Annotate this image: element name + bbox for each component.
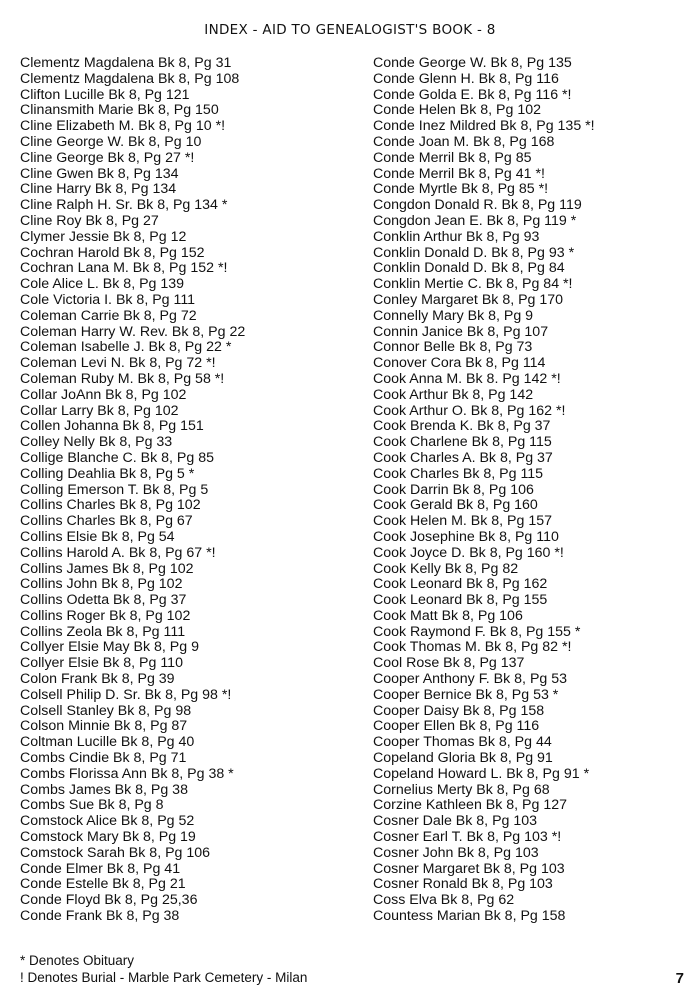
index-entry: Collyer Elsie Bk 8, Pg 110 [20,655,183,672]
index-entry: Clinansmith Marie Bk 8, Pg 150 [20,102,219,119]
index-entry: Cook Joyce D. Bk 8, Pg 160 *! [373,544,564,561]
index-entry: Cook Arthur Bk 8, Pg 142 [373,386,534,403]
index-entry: Cornelius Merty Bk 8, Pg 68 [373,781,550,798]
index-entry: Cook Charles Bk 8, Pg 115 [373,465,544,482]
index-entry: Collar JoAnn Bk 8, Pg 102 [20,386,187,403]
index-entry: Cook Matt Bk 8, Pg 106 [373,607,523,624]
index-entry: Conde Helen Bk 8, Pg 102 [373,102,541,119]
index-entry: Collins Elsie Bk 8, Pg 54 [20,528,175,545]
index-entry: Conde Floyd Bk 8, Pg 25,36 [20,892,198,909]
index-entry: Cooper Anthony F. Bk 8, Pg 53 [373,671,568,688]
index-entry: Clifton Lucille Bk 8, Pg 121 [20,86,190,103]
index-entry: Collyer Elsie May Bk 8, Pg 9 [20,639,199,656]
index-entry: Coleman Harry W. Rev. Bk 8, Pg 22 [20,323,246,340]
index-entry: Cook Josephine Bk 8, Pg 110 [373,528,559,545]
index-entry: Cosner Earl T. Bk 8, Pg 103 *! [373,829,562,846]
index-entry: Cool Rose Bk 8, Pg 137 [373,655,525,672]
index-entry: Coltman Lucille Bk 8, Pg 40 [20,734,195,751]
index-entry: Conde Merril Bk 8, Pg 41 *! [373,165,545,182]
legend-burial: ! Denotes Burial - Marble Park Cemetery - Milan [20,970,308,985]
index-entry: Coleman Carrie Bk 8, Pg 72 [20,307,197,324]
index-entry: Conklin Donald D. Bk 8, Pg 93 * [373,244,575,261]
index-entry: Conklin Donald D. Bk 8, Pg 84 [373,260,565,277]
index-entry: Clementz Magdalena Bk 8, Pg 31 [20,55,232,71]
index-entry: Colsell Stanley Bk 8, Pg 98 [20,702,192,719]
index-entry: Coleman Ruby M. Bk 8, Pg 58 *! [20,370,225,387]
index-entry: Cole Victoria I. Bk 8, Pg 111 [20,291,196,308]
index-entry: Cole Alice L. Bk 8, Pg 139 [20,276,185,293]
index-entry: Colsell Philip D. Sr. Bk 8, Pg 98 *! [20,686,232,703]
index-entry: Collige Blanche C. Bk 8, Pg 85 [20,449,215,466]
index-entry: Congdon Jean E. Bk 8, Pg 119 * [373,212,577,229]
index-entry: Colon Frank Bk 8, Pg 39 [20,671,175,688]
index-entry: Cline George W. Bk 8, Pg 10 [20,133,202,150]
index-entry: Colling Emerson T. Bk 8, Pg 5 [20,481,209,498]
index-entry: Cline Elizabeth M. Bk 8, Pg 10 *! [20,118,226,135]
index-entry: Cosner Ronald Bk 8, Pg 103 [373,876,553,893]
index-entry: Coleman Levi N. Bk 8, Pg 72 *! [20,355,216,372]
index-entry: Coleman Isabelle J. Bk 8, Pg 22 * [20,339,232,356]
index-entry: Cook Kelly Bk 8, Pg 82 [373,560,519,577]
index-entry: Coss Elva Bk 8, Pg 62 [373,892,515,909]
index-entry: Cooper Thomas Bk 8, Pg 44 [373,734,552,751]
index-entry: Collins Odetta Bk 8, Pg 37 [20,592,187,609]
index-entry: Collins Roger Bk 8, Pg 102 [20,607,191,624]
index-entry: Collins Charles Bk 8, Pg 102 [20,497,201,514]
legend-obituary: * Denotes Obituary [20,953,135,968]
index-entry: Cosner Dale Bk 8, Pg 103 [373,813,538,830]
index-entry: Conklin Mertie C. Bk 8, Pg 84 *! [373,276,573,293]
index-entry: Collins Charles Bk 8, Pg 67 [20,513,193,530]
index-entry: Conde Frank Bk 8, Pg 38 [20,908,180,925]
index-entry: Conover Cora Bk 8, Pg 114 [373,355,546,372]
index-entry: Cochran Harold Bk 8, Pg 152 [20,244,205,261]
index-entry: Comstock Alice Bk 8, Pg 52 [20,813,195,830]
index-column-left [20,56,245,925]
index-entry: Corzine Kathleen Bk 8, Pg 127 [373,797,568,814]
index-entry: Cline Ralph H. Sr. Bk 8, Pg 134 * [20,197,228,214]
index-entry: Cosner John Bk 8, Pg 103 [373,844,539,861]
index-entry: Cline George Bk 8, Pg 27 *! [20,149,195,166]
index-entry: Cook Raymond F. Bk 8, Pg 155 * [373,623,581,640]
index-entry: Cochran Lana M. Bk 8, Pg 152 *! [20,260,228,277]
index-entry: Conde Golda E. Bk 8, Pg 116 *! [373,86,572,103]
index-entry: Cook Charlene Bk 8, Pg 115 [373,434,552,451]
index-entry: Conde Estelle Bk 8, Pg 21 [20,876,186,893]
index-entry: Cooper Daisy Bk 8, Pg 158 [373,702,545,719]
index-entry: Conklin Arthur Bk 8, Pg 93 [373,228,540,245]
index-entry: Cooper Ellen Bk 8, Pg 116 [373,718,540,735]
index-entry: Conde George W. Bk 8, Pg 135 [373,55,572,71]
index-entry: Cook Arthur O. Bk 8, Pg 162 *! [373,402,566,419]
index-entry: Copeland Howard L. Bk 8, Pg 91 * [373,765,590,782]
index-entry: Collins John Bk 8, Pg 102 [20,576,183,593]
index-entry: Conley Margaret Bk 8, Pg 170 [373,291,564,308]
index-entry: Congdon Donald R. Bk 8, Pg 119 [373,197,582,214]
index-entry: Conde Elmer Bk 8, Pg 41 [20,860,181,877]
index-entry: Cook Thomas M. Bk 8, Pg 82 *! [373,639,572,656]
index-entry: Combs Cindie Bk 8, Pg 71 [20,750,187,767]
index-entry: Cline Harry Bk 8, Pg 134 [20,181,177,198]
index-entry: Copeland Gloria Bk 8, Pg 91 [373,750,553,767]
index-entry: Cook Brenda K. Bk 8, Pg 37 [373,418,551,435]
index-entry: Collar Larry Bk 8, Pg 102 [20,402,179,419]
index-entry: Comstock Mary Bk 8, Pg 19 [20,829,196,846]
index-entry: Combs Sue Bk 8, Pg 8 [20,797,164,814]
index-entry: Conde Myrtle Bk 8, Pg 85 *! [373,181,549,198]
index-entry: Cook Darrin Bk 8, Pg 106 [373,481,534,498]
index-entry: Cook Charles A. Bk 8, Pg 37 [373,449,553,466]
index-entry: Cooper Bernice Bk 8, Pg 53 * [373,686,559,703]
index-entry: Conde Inez Mildred Bk 8, Pg 135 *! [373,118,595,135]
index-entry: Combs James Bk 8, Pg 38 [20,781,188,798]
index-entry: Cook Helen M. Bk 8, Pg 157 [373,513,553,530]
index-entry: Collins Zeola Bk 8, Pg 111 [20,623,186,640]
index-entry: Connin Janice Bk 8, Pg 107 [373,323,549,340]
index-entry: Countess Marian Bk 8, Pg 158 [373,908,566,925]
page-title: INDEX - AID TO GENEALOGIST'S BOOK - 8 [204,22,496,38]
index-column-right [373,56,595,925]
index-entry: Collen Johanna Bk 8, Pg 151 [20,418,204,435]
index-entry: Clymer Jessie Bk 8, Pg 12 [20,228,187,245]
index-entry: Connor Belle Bk 8, Pg 73 [373,339,533,356]
index-entry: Colley Nelly Bk 8, Pg 33 [20,434,173,451]
index-entry: Cook Leonard Bk 8, Pg 162 [373,576,548,593]
index-entry: Colson Minnie Bk 8, Pg 87 [20,718,188,735]
index-entry: Comstock Sarah Bk 8, Pg 106 [20,844,211,861]
index-entry: Combs Florissa Ann Bk 8, Pg 38 * [20,765,234,782]
index-entry: Colling Deahlia Bk 8, Pg 5 * [20,465,195,482]
index-entry: Cline Roy Bk 8, Pg 27 [20,212,159,229]
index-entry: Cook Anna M. Bk 8. Pg 142 *! [373,370,561,387]
index-entry: Collins Harold A. Bk 8, Pg 67 *! [20,544,216,561]
index-entry: Cook Gerald Bk 8, Pg 160 [373,497,538,514]
index-entry: Conde Merril Bk 8, Pg 85 [373,149,532,166]
index-entry: Cook Leonard Bk 8, Pg 155 [373,592,548,609]
index-entry: Conde Joan M. Bk 8, Pg 168 [373,133,555,150]
index-entry: Cosner Margaret Bk 8, Pg 103 [373,860,565,877]
page-number: 7 [675,970,684,987]
legend [20,952,307,986]
index-entry: Conde Glenn H. Bk 8, Pg 116 [373,70,559,87]
index-entry: Connelly Mary Bk 8, Pg 9 [373,307,534,324]
index-entry: Clementz Magdalena Bk 8, Pg 108 [20,70,240,87]
index-entry: Cline Gwen Bk 8, Pg 134 [20,165,179,182]
index-entry: Collins James Bk 8, Pg 102 [20,560,194,577]
